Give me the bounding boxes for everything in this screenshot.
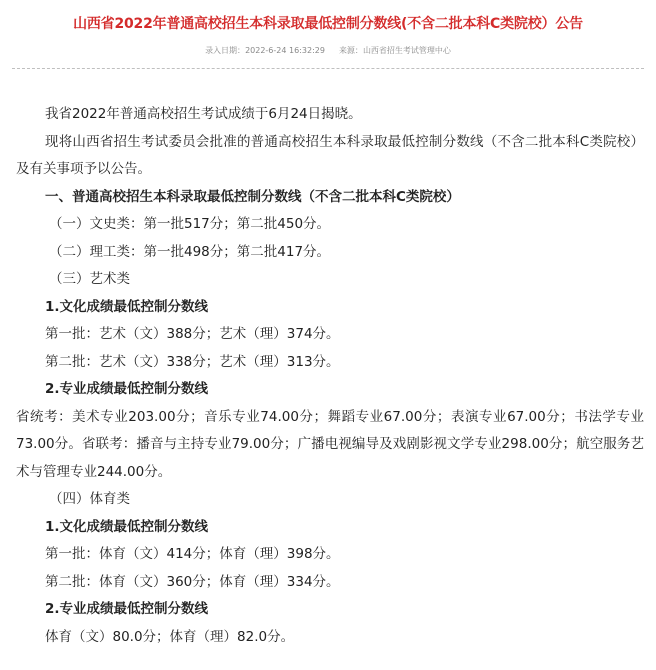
science-line: （二）理工类：第一批498分；第二批417分。	[49, 243, 331, 260]
liberal-arts-line: （一）文史类：第一批517分；第二批450分。	[49, 216, 331, 232]
source-label: 来源：	[338, 46, 363, 55]
art-batch2-line: 第二批：艺术（文）338分；艺术（理）313分。	[45, 353, 340, 370]
article-meta	[0, 45, 656, 56]
entry-date-value: 2022-6-24 16:32:29	[245, 46, 325, 55]
article-body	[16, 101, 644, 651]
pe-batch2-line: 第二批：体育（文）360分；体育（理）334分。	[45, 573, 340, 590]
art-culture-heading: 1.文化成绩最低控制分数线	[45, 298, 209, 315]
section-heading: 一、普通高校招生本科录取最低控制分数线（不含二批本科C类院校）	[45, 188, 460, 205]
pe-culture-heading: 1.文化成绩最低控制分数线	[45, 518, 209, 535]
art-professional-heading: 2.专业成绩最低控制分数线	[45, 381, 209, 397]
entry-date-label: 录入日期：	[205, 46, 246, 55]
art-professional-paragraph: 省统考：美术专业203.00分；音乐专业74.00分；舞蹈专业67.00分；表演专业67.00分；书法学专业73.00分。省联考：播音与主持专业79.00分；广播电视编导及戏剧影视文学专业298.00分；航空服务艺术与管理专业244.00分。	[16, 408, 644, 480]
source-value: 山西省招生考试管理中心	[362, 46, 451, 55]
art-batch1-line: 第一批：艺术（文）388分；艺术（理）374分。	[45, 326, 340, 342]
intro-paragraph: 我省2022年普通高校招生考试成绩于6月24日揭晓。	[45, 106, 362, 122]
pe-professional-heading: 2.专业成绩最低控制分数线	[45, 601, 209, 617]
title-divider	[12, 68, 644, 69]
pe-batch1-line: 第一批：体育（文）414分；体育（理）398分。	[45, 546, 340, 562]
announcement-paragraph: 现将山西省招生考试委员会批准的普通高校招生本科录取最低控制分数线（不含二批本科C类院校）及有关事项予以公告。	[16, 133, 644, 177]
page-title: 山西省2022年普通高校招生本科录取最低控制分数线(不含二批本科C类院校）公告	[73, 16, 583, 32]
pe-professional-line: 体育（文）80.0分；体育（理）82.0分。	[45, 628, 295, 645]
art-category-heading: （三）艺术类	[49, 271, 130, 287]
pe-category-heading: （四）体育类	[49, 491, 130, 507]
